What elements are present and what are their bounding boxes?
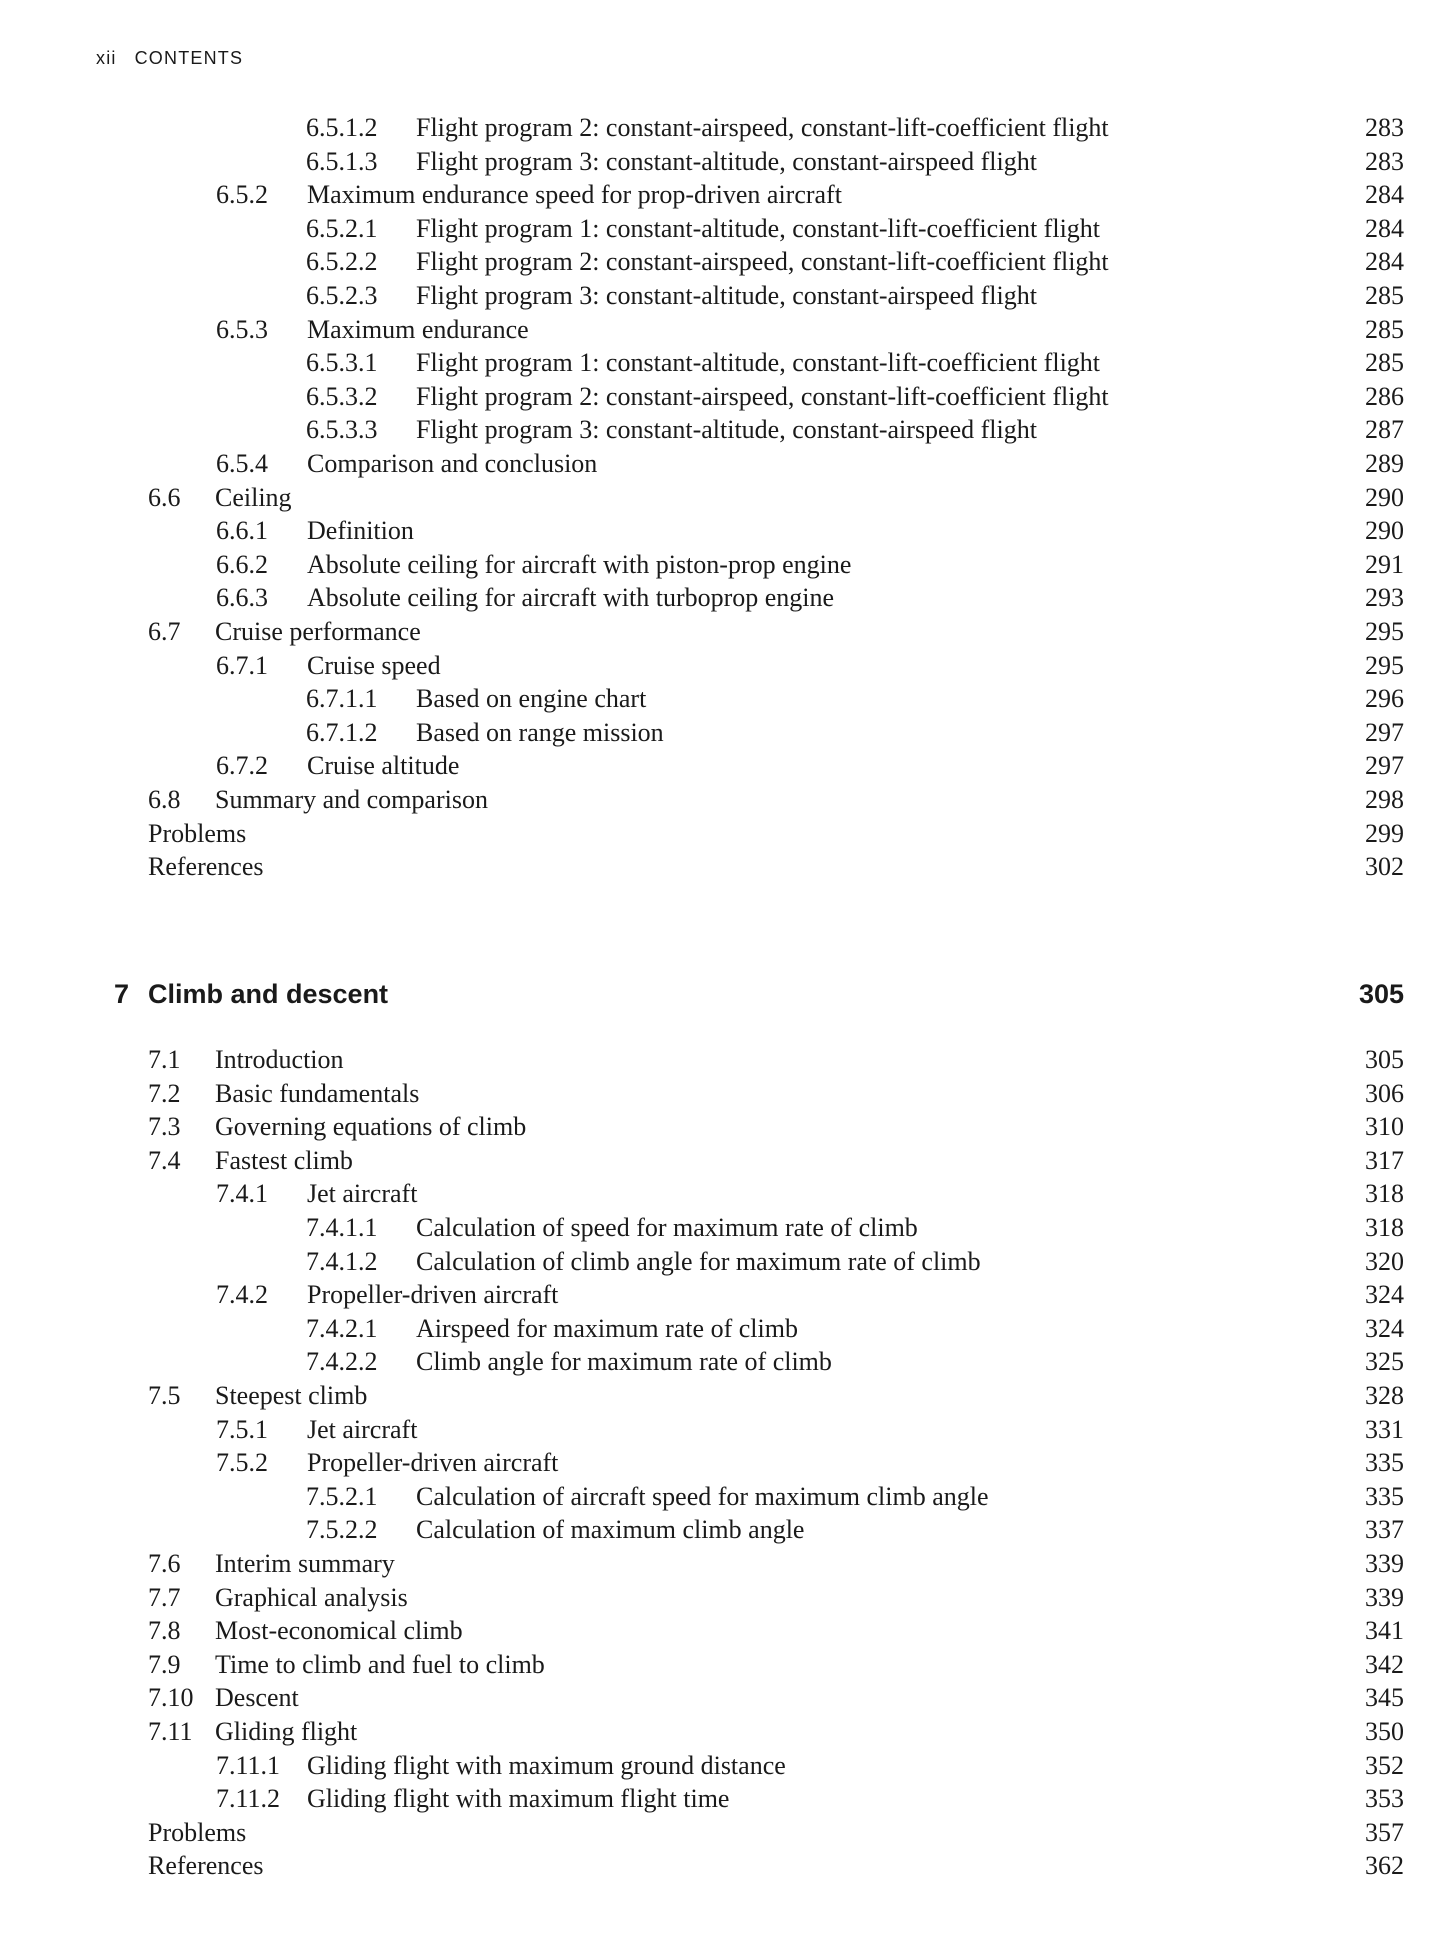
toc-entry	[0, 1681, 1452, 1715]
toc-entry-title: Flight program 3: constant-altitude, constant-airspeed flight	[416, 415, 1037, 445]
toc-entry-title: Propeller-driven aircraft	[307, 1448, 559, 1478]
header-page-number: xii	[96, 48, 117, 68]
toc-entry	[0, 1379, 1452, 1413]
toc-entry-page: 339	[1365, 1549, 1404, 1578]
toc-entry-page: 296	[1365, 684, 1404, 714]
toc-entry-title: Problems	[148, 818, 247, 848]
toc-entry-title: Definition	[307, 516, 414, 546]
toc-entry-number: 6.7.1	[216, 650, 268, 680]
toc-entry-number: 7.10	[148, 1683, 194, 1713]
toc-entry-page: 337	[1365, 1515, 1404, 1545]
toc-entry	[0, 783, 1452, 817]
toc-entry-title: Flight program 1: constant-altitude, constant-lift-coefficient flight	[416, 348, 1101, 378]
toc-entry-page: 295	[1365, 650, 1404, 680]
toc-entry	[0, 1849, 1452, 1883]
toc-entry-title: Cruise performance	[215, 617, 421, 646]
toc-entry-page: 325	[1365, 1347, 1404, 1377]
toc-entry-page: 286	[1365, 381, 1404, 411]
chapter-page: 305	[1358, 979, 1404, 1009]
toc-entry-title: Calculation of aircraft speed for maximum climb angle	[416, 1481, 989, 1511]
toc-entry	[0, 481, 1452, 515]
toc-entry	[0, 1816, 1452, 1850]
toc-entry-title: Flight program 2: constant-airspeed, constant-lift-coefficient flight	[416, 247, 1109, 277]
toc-entry-page: 285	[1365, 314, 1404, 344]
toc-entry	[0, 548, 1452, 582]
toc-entry-number: 7.4.1.2	[306, 1246, 378, 1276]
toc-entry-page: 350	[1365, 1717, 1404, 1746]
toc-entry	[0, 279, 1452, 313]
toc-entry-number: 7.2	[148, 1078, 181, 1108]
toc-entry	[0, 447, 1452, 481]
toc-entry-number: 6.6.3	[216, 583, 268, 613]
toc-entry-page: 284	[1365, 247, 1404, 277]
toc-entry-number: 6.8	[148, 785, 181, 814]
toc-entry-title: Time to climb and fuel to climb	[215, 1649, 545, 1679]
toc-entry-page: 290	[1365, 482, 1404, 512]
toc-entry-title: Governing equations of climb	[215, 1112, 527, 1142]
toc-entry-title: Flight program 2: constant-airspeed, constant-lift-coefficient flight	[416, 113, 1109, 142]
toc-entry-number: 7.7	[148, 1582, 181, 1612]
toc-entry-title: References	[148, 1851, 264, 1881]
toc-entry-number: 6.6.2	[216, 549, 268, 579]
toc-entry-page: 335	[1365, 1481, 1404, 1511]
toc-entry	[0, 1345, 1452, 1379]
toc-entry-title: Gliding flight with maximum flight time	[307, 1784, 730, 1814]
toc-entry-number: 7.6	[148, 1549, 181, 1578]
toc-entry-title: Propeller-driven aircraft	[307, 1280, 559, 1310]
toc-entry-title: Fastest climb	[215, 1145, 353, 1175]
toc-entry-title: Based on engine chart	[416, 684, 647, 714]
toc-entry-title: Graphical analysis	[215, 1582, 408, 1612]
toc-entry-number: 6.5.2.3	[306, 281, 378, 310]
toc-entry	[0, 1581, 1452, 1615]
toc-entry	[0, 1480, 1452, 1514]
toc-entry-page: 324	[1365, 1280, 1404, 1310]
toc-entry-title: Most-economical climb	[215, 1616, 463, 1646]
toc-entry-number: 7.4.2.1	[306, 1313, 378, 1343]
toc-entry-title: Cruise altitude	[307, 751, 460, 781]
toc-entry-page: 324	[1365, 1313, 1404, 1343]
toc-entry-number: 7.4.2	[216, 1280, 268, 1310]
toc-entry-page: 341	[1365, 1616, 1404, 1646]
toc-entry-number: 6.6.1	[216, 516, 268, 546]
toc-entry-page: 285	[1365, 281, 1404, 310]
toc-entry-number: 7.11	[148, 1717, 193, 1746]
toc-entry-page: 342	[1365, 1649, 1404, 1679]
toc-entry-title: Flight program 3: constant-altitude, constant-airspeed flight	[416, 146, 1037, 176]
toc-entry	[0, 413, 1452, 447]
toc-entry-page: 353	[1365, 1784, 1404, 1814]
toc-entry-title: Gliding flight with maximum ground distance	[307, 1750, 786, 1780]
toc-entry-number: 6.5.3	[216, 314, 268, 344]
toc-entry	[0, 1312, 1452, 1346]
toc-entry-page: 318	[1365, 1179, 1404, 1209]
toc-entry	[0, 178, 1452, 212]
toc-entry-page: 299	[1365, 818, 1404, 848]
toc-entry-page: 362	[1365, 1851, 1404, 1881]
toc-entry-page: 335	[1365, 1448, 1404, 1478]
toc-entry-number: 7.5.2.1	[306, 1481, 378, 1511]
toc-entry-number: 6.5.1.3	[306, 146, 378, 176]
toc-entry-page: 284	[1365, 180, 1404, 210]
toc-entry-title: Flight program 2: constant-airspeed, constant-lift-coefficient flight	[416, 381, 1109, 411]
chapter-heading	[0, 974, 1452, 1014]
toc-entry-page: 291	[1365, 549, 1404, 579]
toc-entry-number: 7.3	[148, 1112, 181, 1142]
toc-entry-title: References	[148, 852, 264, 882]
toc-entry-title: Comparison and conclusion	[307, 449, 598, 478]
toc-entry-number: 6.7.2	[216, 751, 268, 781]
toc-entry-page: 289	[1365, 449, 1404, 478]
toc-entry-page: 283	[1365, 113, 1404, 142]
toc-entry-title: Interim summary	[215, 1549, 395, 1578]
toc-entry	[0, 1278, 1452, 1312]
toc-entry	[0, 1446, 1452, 1480]
toc-entry-title: Airspeed for maximum rate of climb	[416, 1313, 798, 1343]
toc-entry-title: Absolute ceiling for aircraft with turboprop engine	[307, 583, 835, 613]
toc-entry	[0, 1110, 1452, 1144]
toc-entry	[0, 850, 1452, 884]
toc-entry-title: Jet aircraft	[307, 1179, 418, 1209]
toc-entry-title: Basic fundamentals	[215, 1078, 420, 1108]
toc-entry-title: Steepest climb	[215, 1381, 368, 1410]
toc-entry	[0, 1211, 1452, 1245]
toc-entry-page: 331	[1365, 1414, 1404, 1444]
toc-entry-title: Cruise speed	[307, 650, 441, 680]
toc-entry	[0, 1715, 1452, 1749]
toc-entry-number: 7.1	[148, 1045, 181, 1074]
toc-entry-page: 306	[1365, 1078, 1404, 1108]
toc-entry-number: 6.5.3.2	[306, 381, 378, 411]
toc-entry	[0, 380, 1452, 414]
toc-entry-title: Introduction	[215, 1045, 344, 1074]
toc-entry-page: 298	[1365, 785, 1404, 814]
toc-entry-page: 305	[1365, 1045, 1404, 1074]
toc-entry	[0, 1413, 1452, 1447]
toc-entry	[0, 649, 1452, 683]
toc-entry-title: Calculation of speed for maximum rate of climb	[416, 1213, 918, 1242]
toc-entry	[0, 1077, 1452, 1111]
toc-entry-number: 7.5.1	[216, 1414, 268, 1444]
toc-entry-title: Problems	[148, 1817, 247, 1847]
toc-entry-number: 7.11.2	[216, 1784, 281, 1814]
toc-entry	[0, 111, 1452, 145]
toc-entry-title: Flight program 1: constant-altitude, constant-lift-coefficient flight	[416, 213, 1101, 243]
toc-entry-number: 6.5.3.1	[306, 348, 378, 378]
toc-entry-page: 285	[1365, 348, 1404, 378]
toc-entry	[0, 682, 1452, 716]
toc-entry-number: 6.5.2.1	[306, 213, 378, 243]
toc-entry-page: 310	[1365, 1112, 1404, 1142]
toc-entry	[0, 1245, 1452, 1279]
toc-entry-number: 7.11.1	[216, 1750, 281, 1780]
toc-entry	[0, 313, 1452, 347]
toc-entry	[0, 1782, 1452, 1816]
toc-entry-title: Summary and comparison	[215, 785, 488, 814]
toc-entry	[0, 716, 1452, 750]
toc-entry	[0, 1648, 1452, 1682]
toc-entry	[0, 1043, 1452, 1077]
toc-entry-number: 6.5.2	[216, 180, 268, 210]
toc-entry-page: 293	[1365, 583, 1404, 613]
toc-entry-number: 6.6	[148, 482, 181, 512]
toc-entry-page: 317	[1365, 1145, 1404, 1175]
toc-entry-number: 6.5.2.2	[306, 247, 378, 277]
toc-entry-number: 6.5.3.3	[306, 415, 378, 445]
toc-entry-page: 339	[1365, 1582, 1404, 1612]
toc-entry-page: 295	[1365, 617, 1404, 646]
chapter-title: Climb and descent	[148, 979, 389, 1009]
toc-entry	[0, 1547, 1452, 1581]
toc-entry-page: 297	[1365, 717, 1404, 747]
toc-entry-title: Flight program 3: constant-altitude, constant-airspeed flight	[416, 281, 1037, 310]
running-head	[96, 48, 243, 69]
toc-entry-page: 284	[1365, 213, 1404, 243]
toc-entry-title: Calculation of maximum climb angle	[416, 1515, 805, 1545]
toc-entry-title: Maximum endurance	[307, 314, 529, 344]
toc-entry-number: 6.7.1.2	[306, 717, 378, 747]
toc-entry-title: Gliding flight	[215, 1717, 358, 1746]
toc-entry-number: 7.5.2	[216, 1448, 268, 1478]
toc-entry-title: Jet aircraft	[307, 1414, 418, 1444]
toc-entry	[0, 1144, 1452, 1178]
toc-entry-page: 283	[1365, 146, 1404, 176]
toc-entry	[0, 581, 1452, 615]
toc-entry	[0, 346, 1452, 380]
toc-entry	[0, 514, 1452, 548]
toc-entry-page: 302	[1365, 852, 1404, 882]
toc-entry-number: 7.4.1.1	[306, 1213, 378, 1242]
toc-entry-title: Based on range mission	[416, 717, 664, 747]
toc-entry-number: 7.8	[148, 1616, 181, 1646]
toc-entry	[0, 1177, 1452, 1211]
toc-entry-title: Absolute ceiling for aircraft with piston-prop engine	[307, 549, 852, 579]
toc-entry	[0, 817, 1452, 851]
toc-entry-page: 345	[1365, 1683, 1404, 1713]
chapter-number: 7	[114, 979, 130, 1009]
toc-entry-page: 320	[1365, 1246, 1404, 1276]
toc-entry-number: 7.5.2.2	[306, 1515, 378, 1545]
toc-entry	[0, 145, 1452, 179]
toc-entry-number: 7.5	[148, 1381, 181, 1410]
toc-entry-page: 287	[1365, 415, 1404, 445]
toc-entry-number: 7.4	[148, 1145, 181, 1175]
toc-entry-page: 318	[1365, 1213, 1404, 1242]
toc-entry	[0, 212, 1452, 246]
toc-entry-number: 7.9	[148, 1649, 181, 1679]
toc-entry	[0, 615, 1452, 649]
toc-entry-title: Descent	[215, 1683, 299, 1713]
toc-entry	[0, 1513, 1452, 1547]
toc-entry-number: 6.5.1.2	[306, 113, 378, 142]
toc-entry-title: Calculation of climb angle for maximum rate of climb	[416, 1246, 981, 1276]
toc-entry-title: Maximum endurance speed for prop-driven aircraft	[307, 180, 842, 210]
toc-entry-title: Climb angle for maximum rate of climb	[416, 1347, 832, 1377]
toc-entry-page: 290	[1365, 516, 1404, 546]
toc-entry-page: 352	[1365, 1750, 1404, 1780]
toc-entry-number: 6.7	[148, 617, 181, 646]
header-section: CONTENTS	[134, 48, 244, 68]
toc-entry-page: 357	[1365, 1817, 1404, 1847]
toc-entry-number: 6.5.4	[216, 449, 268, 478]
toc-entry-page: 328	[1365, 1381, 1404, 1410]
toc-entry-title: Ceiling	[215, 482, 292, 512]
toc-entry	[0, 749, 1452, 783]
toc-entry-page: 297	[1365, 751, 1404, 781]
toc-entry-number: 7.4.2.2	[306, 1347, 378, 1377]
toc-entry-number: 6.7.1.1	[306, 684, 378, 714]
toc-entry	[0, 1614, 1452, 1648]
toc-entry-number: 7.4.1	[216, 1179, 268, 1209]
toc-entry	[0, 1749, 1452, 1783]
toc-entry	[0, 245, 1452, 279]
